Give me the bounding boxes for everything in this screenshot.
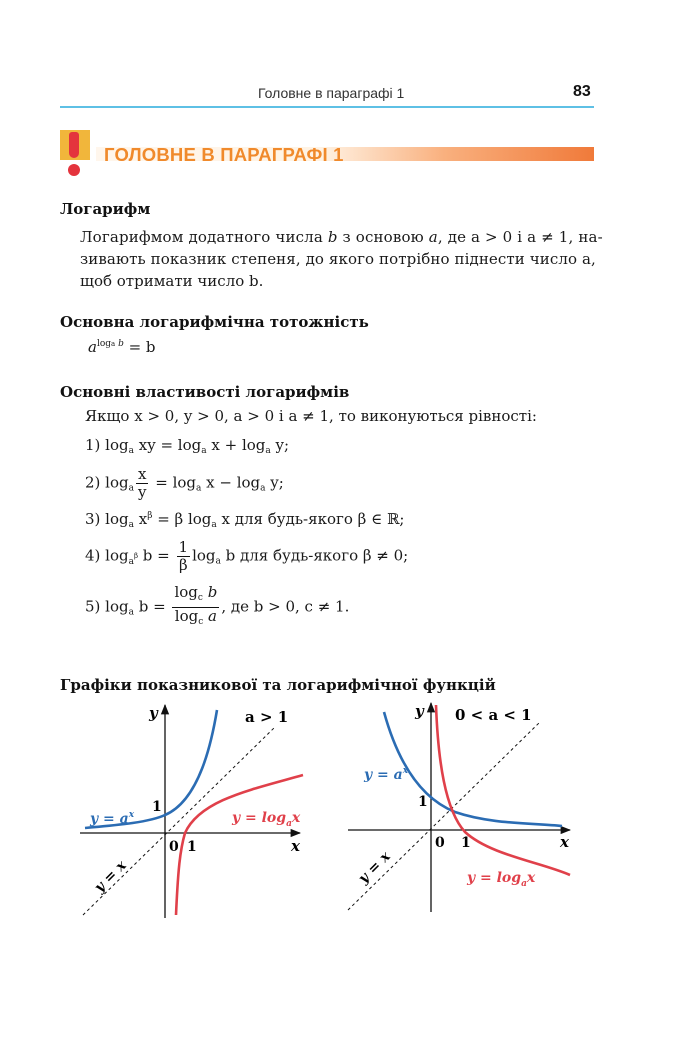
- definition-line-1: Логарифмом додатного числа b з основою a, де a > 0 і a ≠ 1, на-: [80, 228, 603, 246]
- property-4: 4) $\log_{a^\beta} b$ = $\frac{1}{\beta}$ $\log_a b$ для будь-якого β ≠ 0;: [85, 538, 409, 574]
- exp-label: $y = a^x$: [90, 810, 135, 827]
- properties-intro: Якщо x > 0, y > 0, a > 0 і a ≠ 1, то виконуються рівності:: [85, 407, 537, 425]
- page-title: ГОЛОВНЕ В ПАРАГРАФІ 1: [104, 144, 344, 165]
- running-header: Головне в параграфі 1: [258, 85, 405, 101]
- x-tick-label: 1: [461, 835, 471, 851]
- property-2: 2) $\log_a$ $\frac{x}{y}$ = $\log_a x - \log_a y$;: [85, 465, 284, 501]
- exp-curve: [384, 712, 562, 826]
- log-identity-formula: $a^{loga b} = b$: [88, 338, 156, 356]
- exp-label: $y = a^x$: [364, 766, 409, 783]
- heading-logarithm: Логарифм: [60, 200, 151, 218]
- heading-identity: Основна логарифмічна тотожність: [60, 313, 369, 331]
- heading-graphs: Графіки показникової та логарифмічної функцій: [60, 676, 496, 694]
- log-curve: [436, 705, 570, 875]
- log-label: $y = \log_ax$: [467, 870, 536, 889]
- definition-line-2: зивають показник степеня, до якого потрібно піднести число a,: [80, 250, 596, 268]
- origin-label: 0: [169, 839, 179, 855]
- diagonal-label: y = x: [91, 857, 130, 896]
- origin-label: 0: [435, 835, 445, 851]
- fraction-x-over-y: $\frac{x}{y}$: [137, 465, 147, 501]
- y-tick-label: 1: [152, 799, 162, 815]
- x-tick-label: 1: [187, 839, 197, 855]
- property-1: 1) $\log_a$ xy = $\log_a x + \log_a y$;: [85, 436, 290, 456]
- fraction-1-over-beta: $\frac{1}{\beta}$: [178, 538, 189, 574]
- property-5: 5) $\log_a b$ = $\frac{\log_c b}{\log_c a}$ , де b > 0, c ≠ 1.: [85, 584, 349, 631]
- log-label: $y = \log_ax$: [232, 810, 301, 829]
- graph-a-less-1: [348, 702, 570, 912]
- diagonal-label: y = x: [355, 848, 394, 887]
- condition-label: a > 1: [245, 708, 289, 726]
- condition-label: 0 < a < 1: [455, 706, 532, 724]
- y-axis-label: y: [415, 702, 424, 720]
- y-axis-label: y: [149, 704, 158, 722]
- x-axis-label: x: [560, 833, 569, 851]
- page-number: 83: [573, 83, 591, 100]
- property-3: 3) $\log_a x^\beta = \beta$ $\log_a x$ для будь-якого β ∈ ℝ;: [85, 510, 405, 530]
- heading-properties: Основні властивості логарифмів: [60, 383, 350, 401]
- y-tick-label: 1: [418, 794, 428, 810]
- fraction-change-of-base: $\frac{\log_c b}{\log_c a}$: [174, 583, 218, 627]
- graph-a-greater-1: [80, 704, 303, 918]
- x-axis-label: x: [291, 837, 300, 855]
- definition-line-3: щоб отримати число b.: [80, 272, 264, 290]
